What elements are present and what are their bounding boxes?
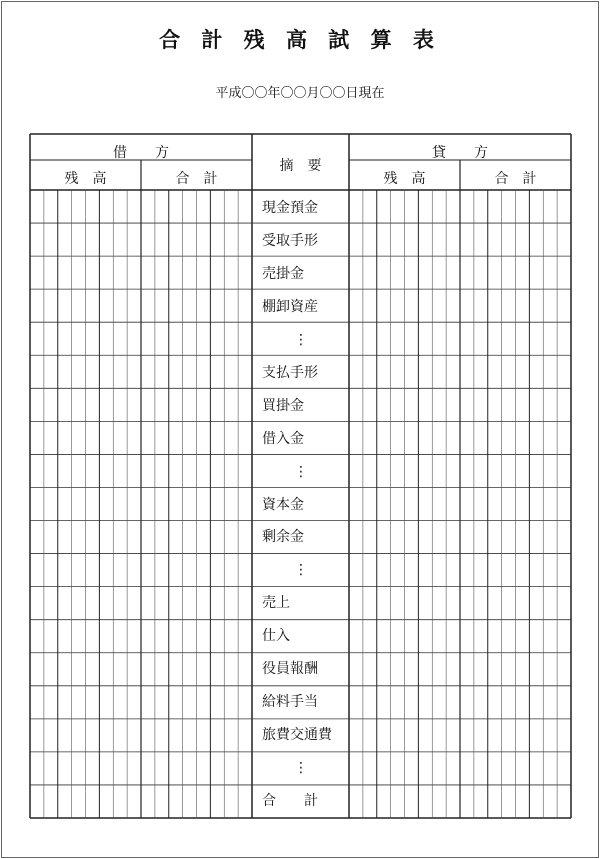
account-row-label: 借入金 xyxy=(262,430,304,447)
account-row-label: 受取手形 xyxy=(262,233,318,250)
account-row-label: 合 計 xyxy=(262,792,318,809)
account-row-label: 役員報酬 xyxy=(262,661,318,678)
account-row-label: ⋮ xyxy=(294,759,308,776)
account-row-label: 給料手当 xyxy=(262,693,318,710)
account-row-label: ⋮ xyxy=(294,332,308,349)
account-row-label: 売上 xyxy=(262,595,290,612)
credit-header: 貸 方 xyxy=(432,145,488,161)
account-row-label: 資本金 xyxy=(262,496,304,513)
summary-header: 摘 要 xyxy=(279,158,322,174)
account-row-label: 剰余金 xyxy=(262,529,304,546)
credit-total-header: 合 計 xyxy=(494,171,537,187)
credit-balance-header: 残 高 xyxy=(383,171,426,187)
debit-header: 借 方 xyxy=(113,145,169,161)
account-row-label: 売掛金 xyxy=(262,266,304,283)
debit-total-header: 合 計 xyxy=(175,171,218,187)
debit-balance-header: 残 高 xyxy=(64,171,107,187)
account-row-label: 仕入 xyxy=(262,628,290,645)
as-of-date: 平成〇〇年〇〇月〇〇日現在 xyxy=(215,86,385,101)
account-row-label: 買掛金 xyxy=(262,397,304,414)
form-title: 合 計 残 高 試 算 表 xyxy=(159,28,441,52)
account-row-label: 旅費交通費 xyxy=(262,726,332,743)
account-row-label: 現金預金 xyxy=(262,200,318,217)
account-row-label: ⋮ xyxy=(294,463,308,480)
account-row-label: ⋮ xyxy=(294,562,308,579)
account-row-label: 棚卸資産 xyxy=(262,299,318,316)
account-row-label: 支払手形 xyxy=(262,364,318,381)
